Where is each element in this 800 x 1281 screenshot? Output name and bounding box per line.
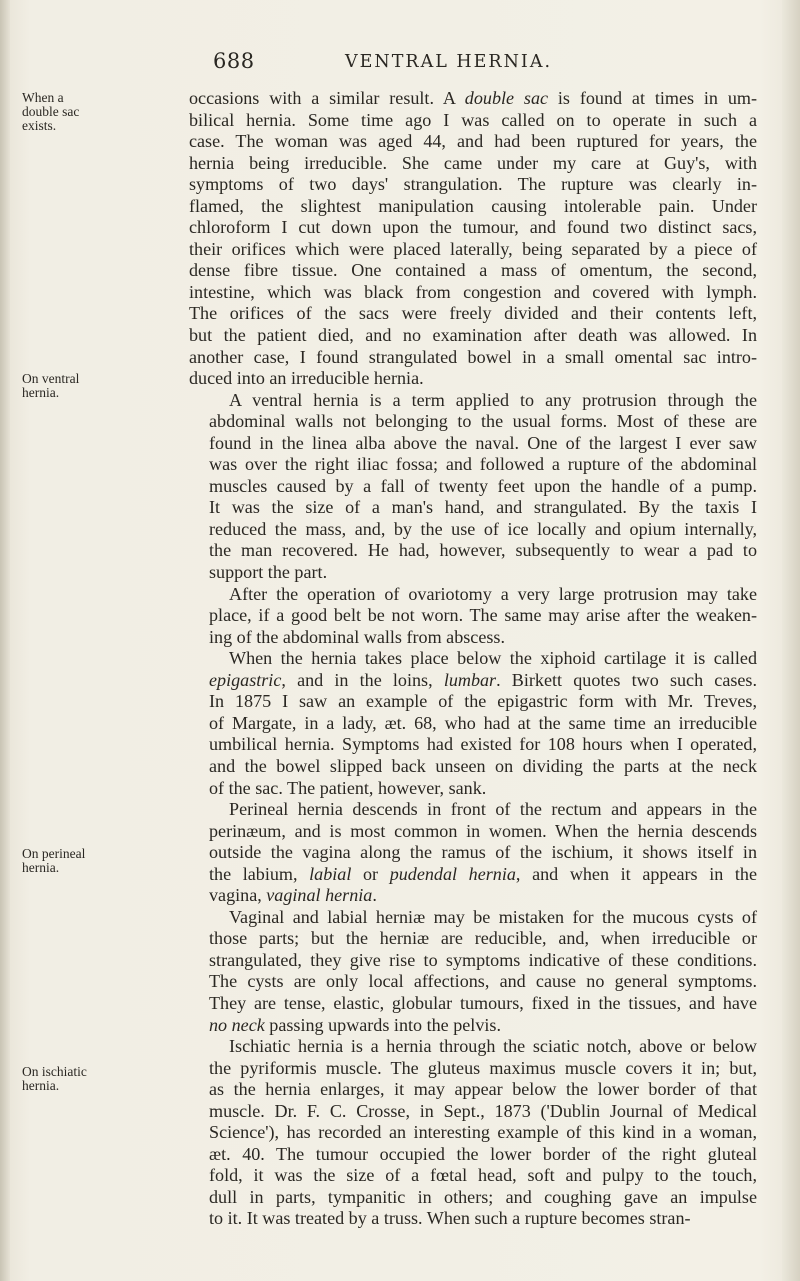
page-edge-shadow [782, 0, 800, 1281]
margin-note-double-sac [22, 91, 112, 133]
text-line: They are tense, elastic, globular tumours, fixed in the tissues, and have [209, 992, 757, 1013]
margin-note-line: hernia. [22, 860, 60, 875]
page-gutter-shadow [0, 0, 10, 1281]
text-line: The orifices of the sacs were freely divided and their contents left, [189, 303, 757, 324]
text-line: their orifices which were placed laterally, being separated by a piece of [189, 238, 757, 259]
text-line: epigastric, and in the loins, lumbar. Birkett quotes two such cases. [209, 669, 757, 690]
text-line: In 1875 I saw an example of the epigastric form with Mr. Treves, [209, 691, 757, 712]
text-line: ing of the abdominal walls from abscess. [209, 626, 505, 647]
text-line: It was the size of a man's hand, and strangulated. By the taxis I [209, 497, 757, 518]
margin-note-perineal [22, 847, 112, 875]
text-line: When the hernia takes place below the xiphoid cartilage it is called [229, 648, 757, 669]
paragraph [189, 799, 757, 907]
margin-note-line: On perineal [22, 846, 86, 861]
text-line: bilical hernia. Some time ago I was called on to operate in such a [189, 109, 757, 130]
text-line: Perineal hernia descends in front of the rectum and appears in the [229, 799, 757, 820]
text-line: symptoms of two days' strangulation. The rupture was clearly in- [189, 174, 757, 195]
text-line: place, if a good belt be not worn. The same may arise after the weaken- [209, 605, 757, 626]
text-line: as the hernia enlarges, it may appear below the lower border of that [209, 1079, 757, 1100]
margin-note-line: hernia. [22, 1078, 60, 1093]
text-line: flamed, the slightest manipulation causing intolerable pain. Under [189, 195, 757, 216]
paragraph [189, 648, 757, 799]
text-line: dull in parts, tympanitic in others; and coughing gave an impulse [209, 1186, 757, 1207]
text-line: A ventral hernia is a term applied to any protrusion through the [229, 389, 757, 410]
text-line: but the patient died, and no examination after death was allowed. In [189, 325, 757, 346]
text-line: was over the right iliac fossa; and followed a rupture of the abdominal [209, 454, 757, 475]
text-line: umbilical hernia. Symptoms had existed for 108 hours when I operated, [209, 734, 757, 755]
text-line: to it. It was treated by a truss. When such a rupture becomes stran- [209, 1208, 691, 1229]
page-number: 688 [213, 49, 255, 73]
text-line: æt. 40. The tumour occupied the lower border of the right gluteal [209, 1143, 757, 1164]
text-line: those parts; but the herniæ are reducible, and, when irreducible or [209, 928, 757, 949]
margin-note-ventral [22, 372, 112, 400]
paragraph [189, 584, 757, 649]
text-line: support the part. [209, 562, 328, 583]
text-line: duced into an irreducible hernia. [189, 368, 424, 389]
paragraph [189, 907, 757, 1036]
text-line: abdominal walls not belonging to the usual forms. Most of these are [209, 411, 757, 432]
margin-note-line: hernia. [22, 385, 60, 400]
text-line: occasions with a similar result. A double sac is found at times in um- [189, 88, 757, 108]
text-line: chloroform I cut down upon the tumour, and found two distinct sacs, [189, 217, 757, 238]
text-line: no neck passing upwards into the pelvis. [209, 1014, 501, 1035]
text-line: another case, I found strangulated bowel in a small omental sac intro- [189, 346, 757, 367]
margin-note-line: double sac [22, 104, 80, 119]
text-line: of Margate, in a lady, æt. 68, who had at the same time an irreducible [209, 712, 757, 733]
text-line: reduced the mass, and, by the use of ice locally and opium internally, [209, 518, 757, 539]
paragraph [189, 1036, 757, 1230]
body-text [189, 88, 757, 1230]
text-line: and the bowel slipped back unseen on dividing the parts at the neck [209, 755, 757, 776]
text-line: fold, it was the size of a fœtal head, soft and pulpy to the touch, [209, 1165, 757, 1186]
text-line: case. The woman was aged 44, and had been ruptured for years, the [189, 131, 757, 152]
text-line: The cysts are only local affections, and cause no general symptoms. [209, 971, 757, 992]
margin-note-line: exists. [22, 118, 57, 133]
paragraph [189, 88, 757, 390]
text-line: of the sac. The patient, however, sank. [209, 777, 487, 798]
text-line: intestine, which was black from congestion and covered with lymph. [189, 281, 757, 302]
text-line: vagina, vaginal hernia. [209, 885, 377, 906]
margin-note-line: On ventral [22, 371, 80, 386]
margin-note-line: When a [22, 90, 64, 105]
margin-note-ischiatic [22, 1065, 112, 1093]
paragraph [189, 390, 757, 584]
text-line: muscle. Dr. F. C. Crosse, in Sept., 1873 ('Dublin Journal of Medical [209, 1100, 757, 1121]
running-title: VENTRAL HERNIA. [345, 52, 553, 72]
text-line: Ischiatic hernia is a hernia through the sciatic notch, above or below [229, 1036, 757, 1057]
text-line: dense fibre tissue. One contained a mass of omentum, the second, [189, 260, 757, 281]
margin-note-line: On ischiatic [22, 1064, 87, 1079]
text-line: perinæum, and is most common in women. When the hernia descends [209, 820, 757, 841]
text-line: strangulated, they give rise to symptoms indicative of these conditions. [209, 949, 757, 970]
text-line: Science'), has recorded an interesting example of this kind in a woman, [209, 1122, 757, 1143]
text-line: hernia being irreducible. She came under my care at Guy's, with [189, 152, 757, 173]
text-line: the pyriformis muscle. The gluteus maximus muscle covers it in; but, [209, 1057, 757, 1078]
page-header [0, 49, 800, 79]
text-line: Vaginal and labial herniæ may be mistaken for the mucous cysts of [229, 906, 757, 927]
text-line: muscles caused by a fall of twenty feet upon the handle of a pump. [209, 475, 757, 496]
text-line: the man recovered. He had, however, subsequently to wear a pad to [209, 540, 757, 561]
text-line: outside the vagina along the ramus of the ischium, it shows itself in [209, 842, 757, 863]
text-line: the labium, labial or pudendal hernia, and when it appears in the [209, 863, 758, 884]
text-line: found in the linea alba above the naval. One of the largest I ever saw [209, 432, 757, 453]
text-line: After the operation of ovariotomy a very large protrusion may take [229, 583, 757, 604]
